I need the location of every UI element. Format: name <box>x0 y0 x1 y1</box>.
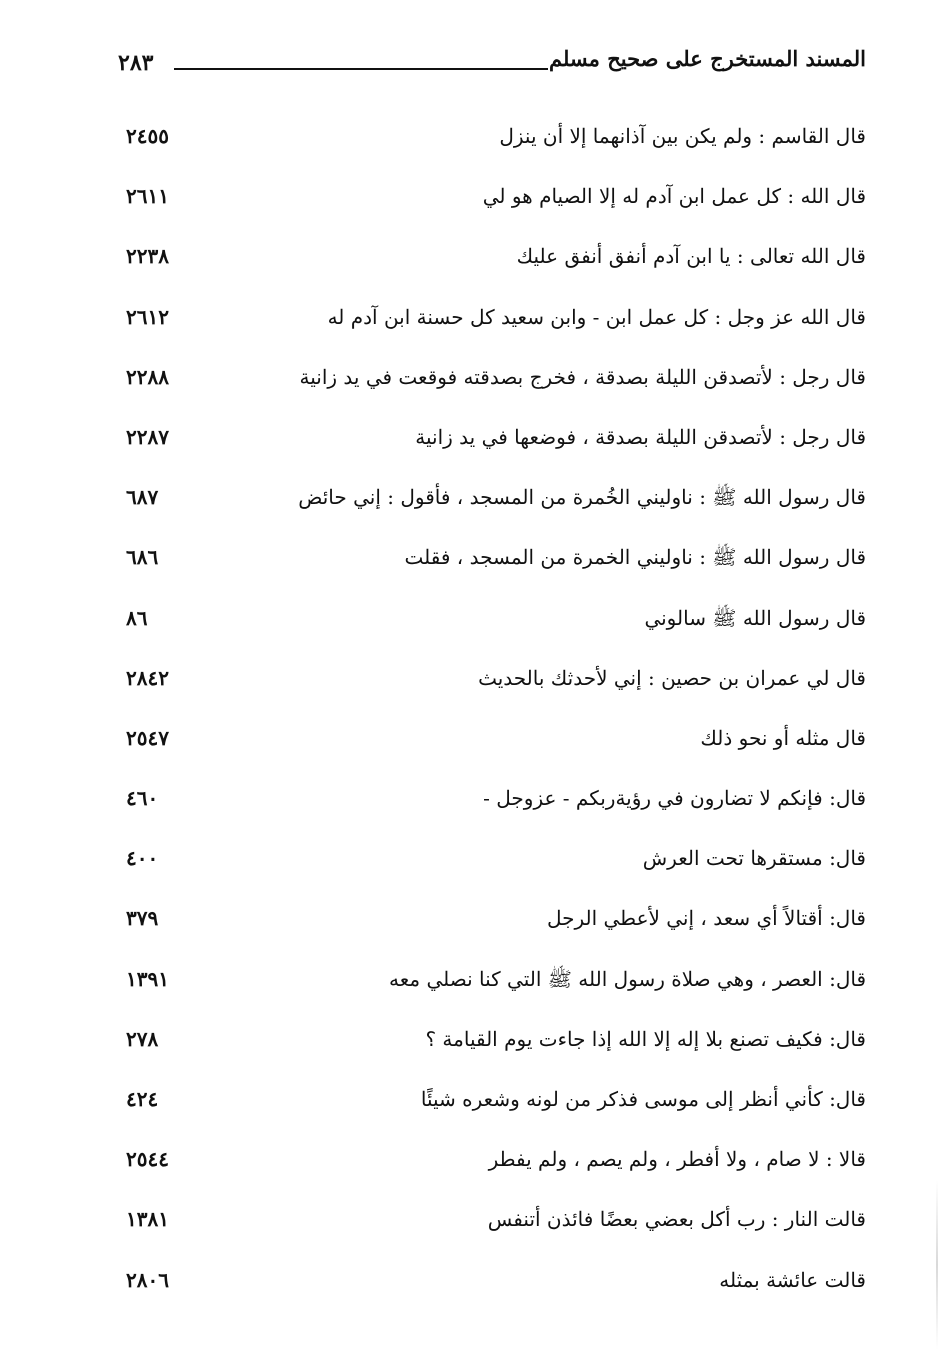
entry-number: ٢٨٠٦ <box>126 1267 169 1292</box>
entry-text: قالت النار : رب أكل بعضي بعضًا فائذن أتنفس <box>487 1207 866 1232</box>
entry-text: قال مثله أو نحو ذلك <box>700 725 866 750</box>
entry-number: ٦٨٦ <box>126 545 159 570</box>
index-entry <box>110 411 866 471</box>
index-entry <box>110 712 866 772</box>
index-entry <box>110 1013 866 1073</box>
index-entry <box>110 170 866 230</box>
entry-text: قال: فكيف تصنع بلا إله إلا الله إذا جاءت يوم القيامة ؟ <box>425 1026 866 1051</box>
book-title: المسند المستخرج على صحيح مسلم <box>548 46 866 71</box>
entry-text: قال: كأني أنظر إلى موسى فذكر من لونه وشعره شيئًا <box>420 1087 866 1111</box>
entry-text: قال: مستقرها تحت العرش <box>642 846 866 871</box>
index-entry <box>110 1254 866 1314</box>
entry-number: ١٣٨١ <box>126 1207 169 1232</box>
index-entry <box>110 531 866 591</box>
index-entry <box>110 592 866 652</box>
entry-text: قال رسول الله ﷺ : ناوليني الخُمرة من المسجد ، فأقول : إني حائض <box>298 485 866 510</box>
entry-number: ٢٢٣٨ <box>126 244 169 269</box>
entry-number: ٢٧٨ <box>126 1026 159 1051</box>
entry-text: قال رسول الله ﷺ سالوني <box>644 605 866 630</box>
entry-text: قالت عائشة بمثله <box>719 1267 866 1292</box>
entry-number: ١٣٩١ <box>126 966 169 991</box>
entry-number: ٤٢٤ <box>126 1087 159 1111</box>
entry-text: قال رجل : لأتصدقن الليلة بصدقة ، فوضعها في يد زانية <box>415 424 866 449</box>
index-entry <box>110 953 866 1013</box>
entry-number: ٦٨٧ <box>126 485 159 510</box>
entry-number: ٢٤٥٥ <box>126 124 169 148</box>
entry-text: قال رجل : لأتصدقن الليلة بصدقة ، فخرج بصدقته فوقعت في يد زانية <box>299 364 866 389</box>
entry-number: ٢٦١١ <box>126 184 169 209</box>
index-entry <box>110 1133 866 1193</box>
entry-text: قال: العصر ، وهي صلاة رسول الله ﷺ التي كنا نصلي معه <box>389 966 866 991</box>
index-entry <box>110 892 866 952</box>
entry-text: قالا : لا صام ، ولا أفطر ، ولم يصم ، ولم يفطر <box>488 1147 866 1172</box>
entry-number: ٢٥٤٧ <box>126 725 169 750</box>
entry-text: قال لي عمران بن حصين : إني لأحدثك بالحديث <box>478 665 866 690</box>
index-entry <box>110 1073 866 1133</box>
index-entry <box>110 230 866 290</box>
entry-text: قال: أقتالاً أي سعد ، إني لأعطي الرجل <box>546 906 866 931</box>
entry-number: ٢٨٤٢ <box>126 665 169 690</box>
entry-text: قال الله تعالى : يا ابن آدم أنفق أنفق عليك <box>516 244 866 269</box>
index-entry <box>110 351 866 411</box>
entry-number: ٢٢٨٨ <box>126 364 169 389</box>
entry-number: ٢٥٤٤ <box>126 1147 169 1172</box>
entry-text: قال: فإنكم لا تضارون في رؤيةربكم - عزوجل - <box>483 786 866 811</box>
entry-number: ٨٦ <box>126 605 148 630</box>
index-entry <box>110 471 866 531</box>
entry-number: ٣٧٩ <box>126 906 159 931</box>
index-entry <box>110 652 866 712</box>
index-entry <box>110 772 866 832</box>
entry-text: قال رسول الله ﷺ : ناوليني الخمرة من المسجد ، فقلت <box>404 545 866 570</box>
header-rule <box>174 68 548 70</box>
index-entry <box>110 1193 866 1253</box>
entry-number: ٤٠٠ <box>126 846 159 871</box>
entry-number: ٢٦١٢ <box>126 304 169 329</box>
index-entry <box>110 110 866 170</box>
index-entries <box>110 110 866 1314</box>
entry-text: قال الله : كل عمل ابن آدم له إلا الصيام هو لي <box>482 184 866 209</box>
index-entry <box>110 291 866 351</box>
page-number: ٢٨٣ <box>118 50 154 76</box>
index-entry <box>110 832 866 892</box>
entry-text: قال القاسم : ولم يكن بين آذانهما إلا أن ينزل <box>499 124 866 148</box>
entry-number: ٤٦٠ <box>126 786 159 811</box>
entry-number: ٢٢٨٧ <box>126 424 169 449</box>
entry-text: قال الله عز وجل : كل عمل ابن - وابن سعيد كل حسنة ابن آدم له <box>327 304 866 329</box>
running-header <box>118 46 866 86</box>
